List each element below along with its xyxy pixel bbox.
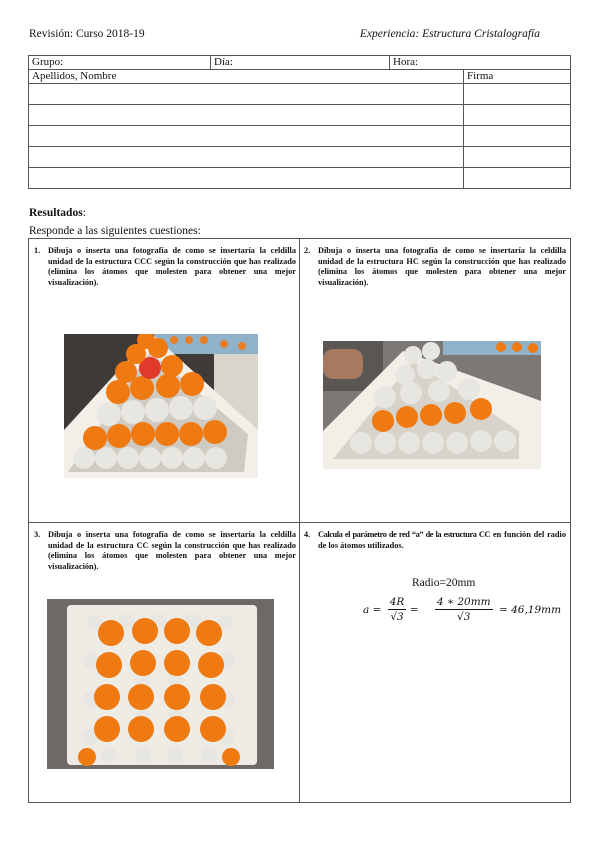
- fraction-denominator: √3: [457, 611, 471, 623]
- signature-cell[interactable]: [464, 168, 571, 189]
- question-1: [34, 246, 296, 288]
- fraction-denominator: √3: [390, 611, 404, 623]
- signature-cell[interactable]: [464, 126, 571, 147]
- question-text-rest: en función del radio de los átomos utilizados.: [318, 530, 566, 550]
- day-label: Día:: [214, 56, 233, 68]
- attendance-header-row: [29, 70, 571, 84]
- signature-cell[interactable]: [464, 147, 571, 168]
- formula-fraction-1: [388, 595, 407, 624]
- question-3: [34, 530, 296, 572]
- attendance-row: [29, 168, 571, 189]
- name-cell[interactable]: [29, 105, 464, 126]
- formula-lhs: a =: [363, 603, 382, 616]
- lattice-parameter-formula: [360, 595, 564, 624]
- question-text: Dibuja o inserta una fotografía de como se insertaría la celdilla unidad de la estructura CC según la construcción que has realizado (elimina los átomos que molesten para obtener una mejor visualización).: [48, 530, 296, 571]
- name-cell[interactable]: [29, 147, 464, 168]
- question-2: [304, 246, 566, 288]
- radius-value: Radio=20mm: [412, 577, 476, 589]
- signature-cell[interactable]: [464, 84, 571, 105]
- hc-structure-photo: [323, 341, 541, 469]
- group-cell[interactable]: [29, 56, 211, 70]
- attendance-row: [29, 105, 571, 126]
- results-instruction: Responde a las siguientes cuestiones:: [29, 225, 201, 237]
- revision-label: Revisión: Curso 2018-19: [29, 28, 145, 40]
- results-heading-text: Resultados: [29, 207, 83, 219]
- signature-header: Firma: [464, 70, 571, 84]
- name-cell[interactable]: [29, 126, 464, 147]
- signature-cell[interactable]: [464, 105, 571, 126]
- attendance-table: [28, 55, 571, 189]
- results-heading-colon: :: [82, 207, 86, 219]
- formula-result: = 46,19mm: [498, 603, 562, 616]
- formula-fraction-2: [435, 595, 493, 624]
- attendance-row: [29, 84, 571, 105]
- question-number: 4.: [304, 530, 311, 539]
- experiment-title: Experiencia: Estructura Cristalografía: [359, 28, 540, 40]
- fraction-numerator: 4R: [389, 596, 405, 608]
- formula-equals: =: [409, 603, 419, 616]
- name-cell[interactable]: [29, 168, 464, 189]
- question-number: 1.: [34, 246, 41, 255]
- time-cell[interactable]: [390, 56, 571, 70]
- question-text: Dibuja o inserta una fotografía de como se insertaría la celdilla unidad de la estructura HC según la construcción que has realizado (elimina los átomos que molesten para obtener una mejor visualización).: [318, 246, 566, 287]
- question-text: Dibuja o inserta una fotografía de como se insertaría la celdilla unidad de la estructura CCC según la construcción que has realizado (elimina los átomos que molesten para obtener una mejor visualización).: [48, 246, 296, 287]
- attendance-meta-row: [29, 56, 571, 70]
- fcc-structure-photo: [64, 334, 258, 478]
- name-cell[interactable]: [29, 84, 464, 105]
- fraction-numerator: 4 ∗ 20mm: [436, 596, 491, 608]
- question-text: [304, 530, 566, 551]
- group-label: Grupo:: [32, 56, 64, 68]
- question-number: 3.: [34, 530, 41, 539]
- question-4: [304, 530, 566, 551]
- question-text-bold: Calcula el parámetro de red “a” de la estructura CC: [318, 530, 491, 539]
- name-header: Apellidos, Nombre: [29, 70, 464, 84]
- attendance-row: [29, 147, 571, 168]
- day-cell[interactable]: [211, 56, 390, 70]
- grid-vertical-divider: [299, 238, 300, 803]
- grid-horizontal-divider: [28, 522, 571, 523]
- question-number: 2.: [304, 246, 311, 255]
- results-heading: [29, 207, 86, 219]
- cc-structure-photo: [47, 599, 274, 769]
- time-label: Hora:: [393, 56, 419, 68]
- attendance-row: [29, 126, 571, 147]
